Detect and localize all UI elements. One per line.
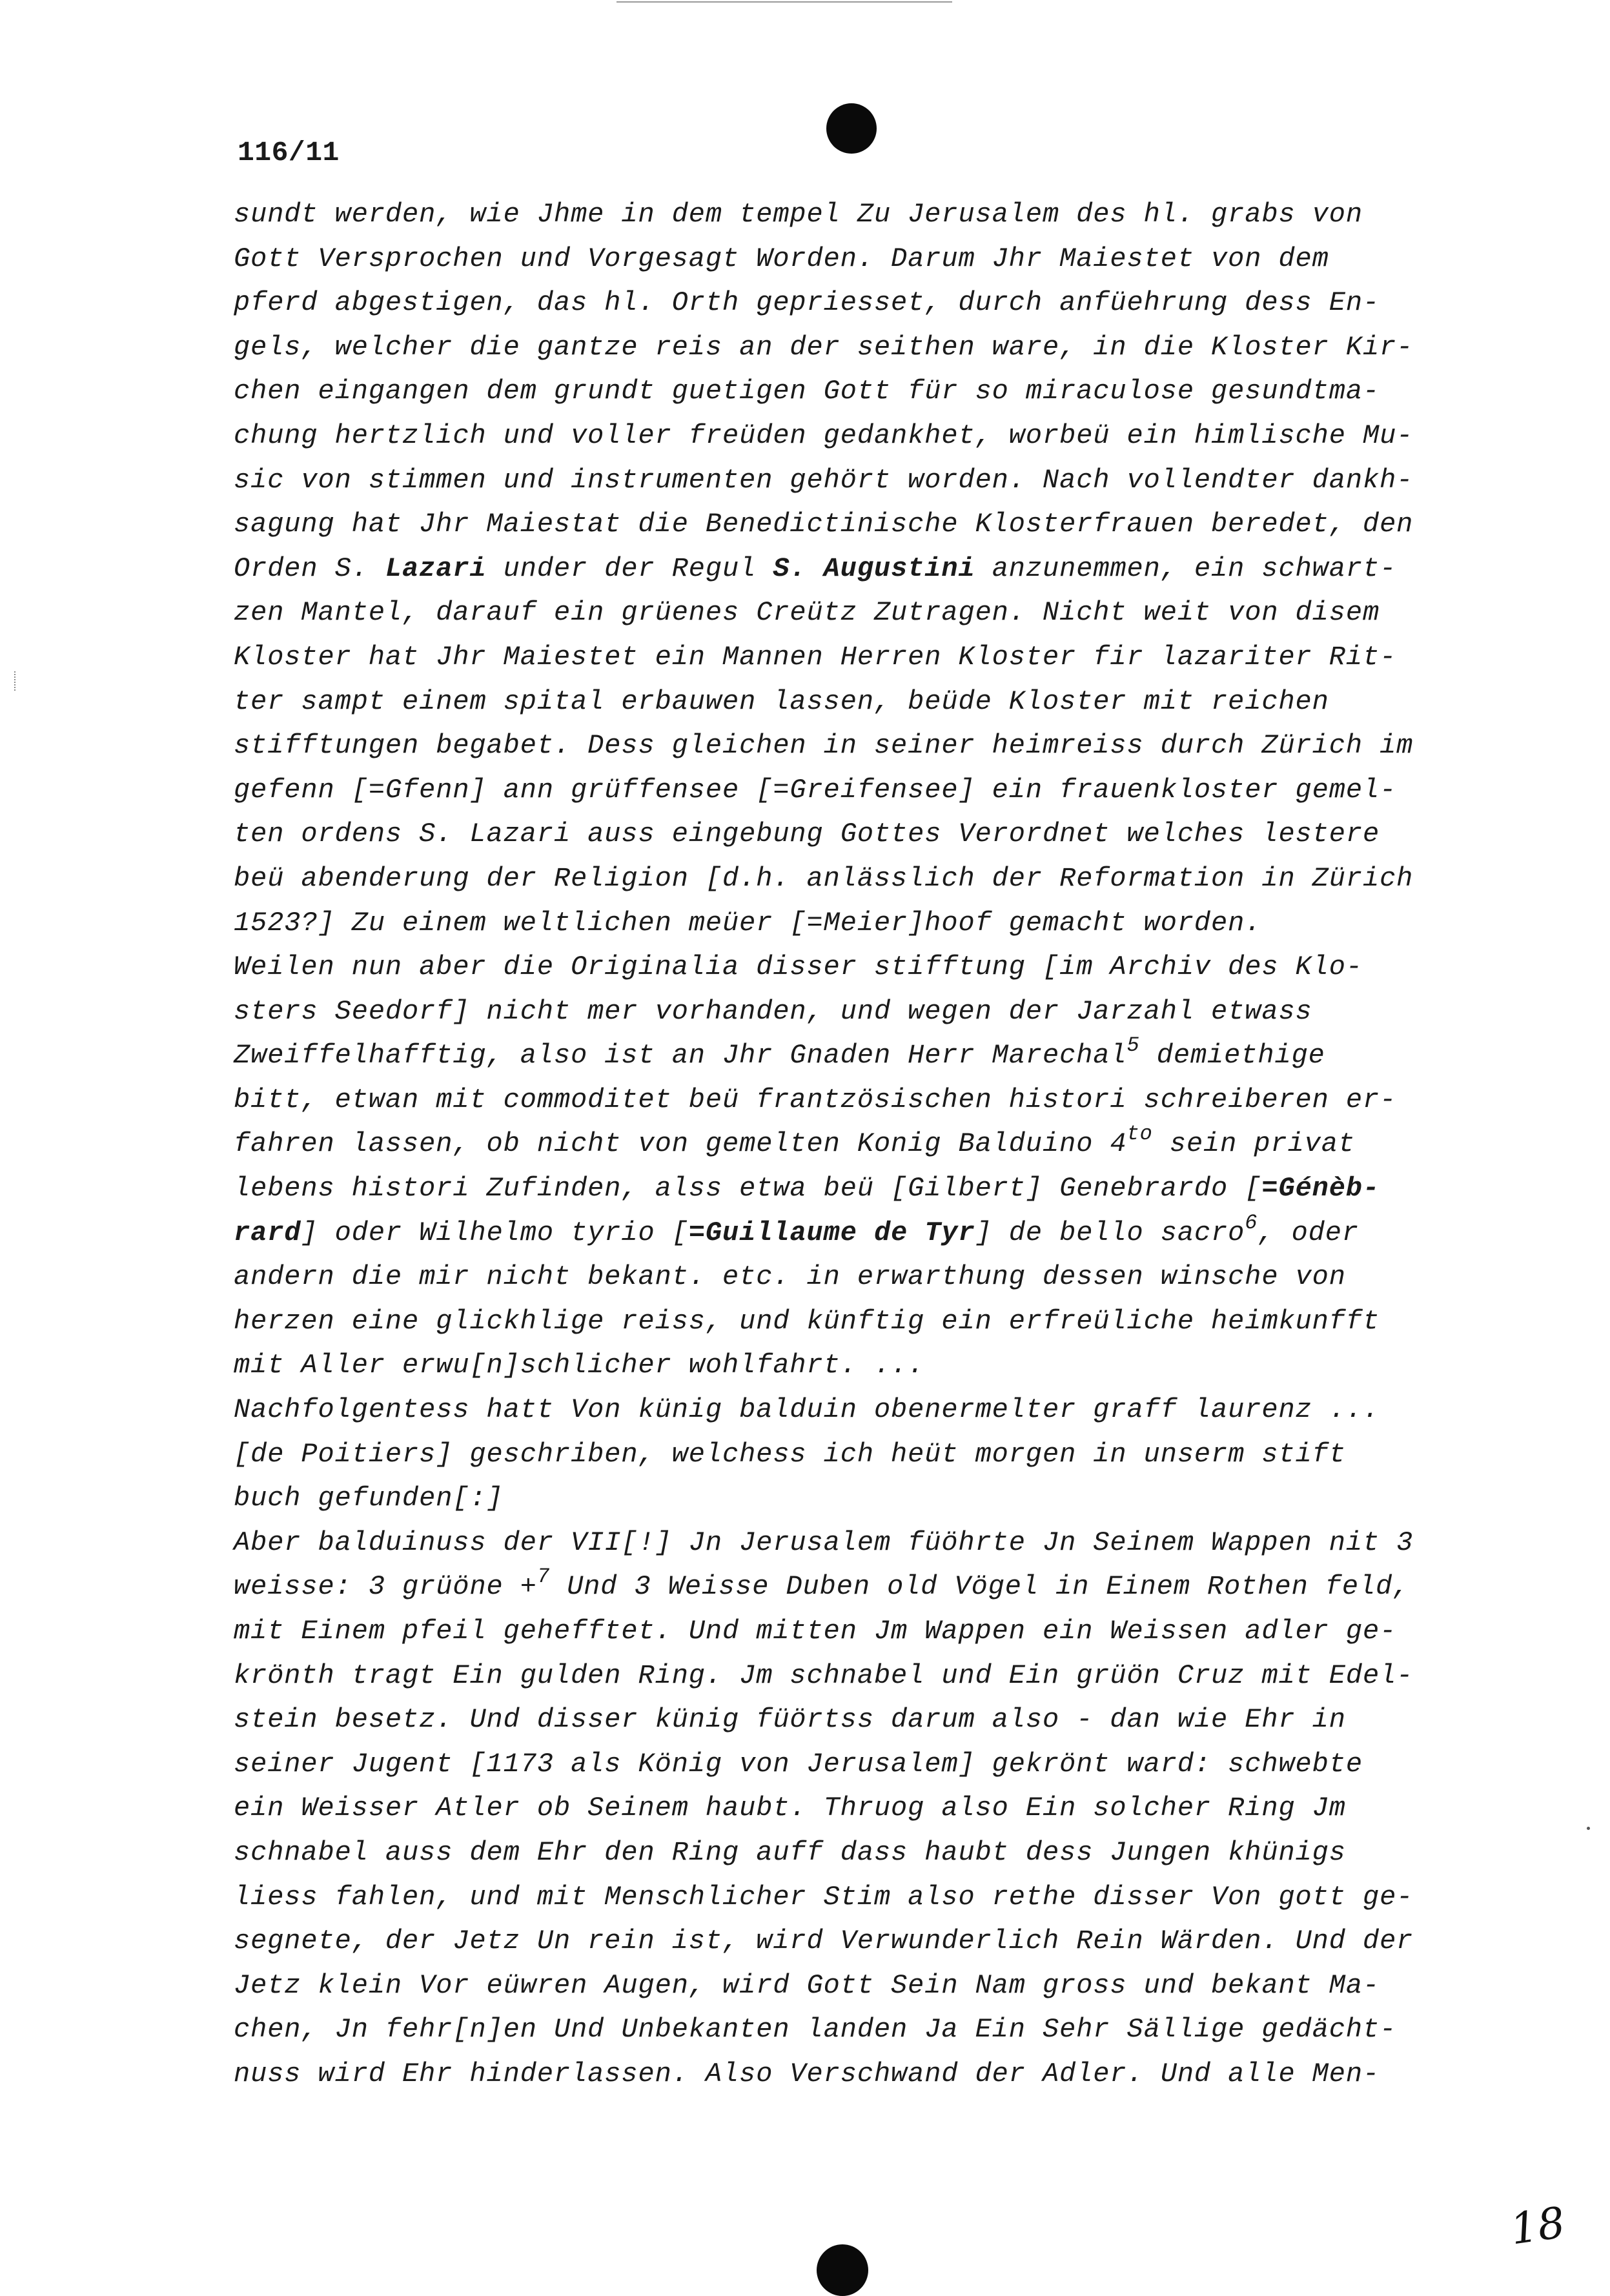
text-segment: nuss wird Ehr hinderlassen. Also Verschwand der Adler. Und alle Men- [234, 2058, 1380, 2089]
punch-hole-bottom [817, 2244, 868, 2296]
text-segment: rard [234, 1217, 301, 1248]
text-line [234, 1299, 1512, 1344]
text-line [234, 1654, 1512, 1698]
text-segment: herzen eine glickhlige reiss, und künftig ein erfreüliche heimkunfft [234, 1305, 1380, 1337]
text-segment: 1523?] Zu einem weltlichen meüer [=Meier]hoof gemacht worden. [234, 907, 1262, 939]
text-segment: segnete, der Jetz Un rein ist, wird Verwunderlich Rein Wärden. Und der [234, 1925, 1414, 1957]
text-line [234, 945, 1512, 990]
text-segment: stein besetz. Und disser künig füörtss darum also - dan wie Ehr in [234, 1704, 1346, 1736]
text-line [234, 812, 1512, 857]
text-line [234, 325, 1512, 370]
text-segment: mit Einem pfeil gehefftet. Und mitten Jm Wappen ein Weissen adler ge- [234, 1616, 1397, 1647]
text-line [234, 1122, 1512, 1166]
text-segment: weisse: 3 grüöne + [234, 1571, 537, 1603]
text-line [234, 990, 1512, 1034]
text-segment: andern die mir nicht bekant. etc. in erwarthung dessen winsche von [234, 1261, 1346, 1293]
footnote-marker: to [1126, 1122, 1153, 1146]
text-line [234, 1521, 1512, 1565]
text-line [234, 237, 1512, 281]
text-segment: krönth tragt Ein gulden Ring. Jm schnabel und Ein grüön Cruz mit Edel- [234, 1660, 1414, 1691]
text-segment: buch gefunden[:] [234, 1483, 504, 1514]
text-segment: beü abenderung der Religion [d.h. anlässlich der Reformation in Zürich [234, 862, 1414, 894]
text-segment: Orden S. [234, 553, 385, 584]
text-segment: sundt werden, wie Jhme in dem tempel Zu Jerusalem des hl. grabs von [234, 199, 1363, 230]
text-segment: chen eingangen dem grundt guetigen Gott für so miraculose gesundtma- [234, 376, 1380, 407]
text-segment: under der Regul [486, 553, 773, 584]
punch-hole-top [826, 103, 877, 154]
text-line [234, 192, 1512, 237]
text-line [234, 1078, 1512, 1123]
text-line [234, 1786, 1512, 1831]
text-line [234, 458, 1512, 503]
text-line [234, 1211, 1512, 1255]
text-segment: sters Seedorf] nicht mer vorhanden, und wegen der Jarzahl etwass [234, 995, 1312, 1027]
footnote-marker: 6 [1245, 1210, 1258, 1235]
text-line [234, 1875, 1512, 1920]
text-segment: Zweiffelhafftig, also ist an Jhr Gnaden Herr Marechal [234, 1040, 1127, 1072]
text-segment: demiethige [1139, 1040, 1325, 1072]
margin-mark [14, 671, 18, 691]
text-line [234, 1255, 1512, 1299]
text-line [234, 635, 1512, 680]
text-line [234, 2052, 1512, 2097]
text-segment: sic von stimmen und instrumenten gehört worden. Nach vollendter dankh- [234, 464, 1414, 496]
text-line [234, 1742, 1512, 1787]
text-segment: gels, welcher die gantze reis an der seithen ware, in die Kloster Kir- [234, 331, 1414, 363]
text-segment: Kloster hat Jhr Maiestet ein Mannen Herren Kloster fir lazariter Rit- [234, 641, 1397, 673]
text-line [234, 1166, 1512, 1211]
text-segment: Und 3 Weisse Duben old Vögel in Einem Rothen feld, [549, 1571, 1410, 1603]
text-segment: ten ordens S. Lazari auss eingebung Gottes Verordnet welches lestere [234, 818, 1380, 850]
text-line [234, 1698, 1512, 1742]
text-line [234, 1964, 1512, 2008]
text-line [234, 1919, 1512, 1964]
text-line [234, 1388, 1512, 1432]
text-line [234, 369, 1512, 414]
text-segment: sein privat [1152, 1128, 1355, 1160]
text-line [234, 281, 1512, 325]
text-segment: ter sampt einem spital erbauwen lassen, beüde Kloster mit reichen [234, 686, 1329, 717]
text-segment: stifftungen begabet. Dess gleichen in seiner heimreiss durch Zürich im [234, 730, 1414, 762]
text-segment: sagung hat Jhr Maiestat die Benedictinische Klosterfrauen beredet, den [234, 509, 1414, 540]
text-line [234, 414, 1512, 458]
text-segment: seiner Jugent [1173 als König von Jerusalem] gekrönt ward: schwebte [234, 1748, 1363, 1780]
text-line [234, 1831, 1512, 1875]
folio-number: 18 [1507, 2197, 1568, 2255]
text-line [234, 547, 1512, 591]
text-segment: [de Poitiers] geschriben, welchess ich heüt morgen in unserm stift [234, 1438, 1346, 1470]
text-line [234, 1565, 1512, 1609]
text-segment: fahren lassen, ob nicht von gemelten Konig Balduino 4 [234, 1128, 1127, 1160]
text-line [234, 724, 1512, 768]
text-line [234, 857, 1512, 901]
text-segment: ] oder Wilhelmo tyrio [ [301, 1217, 689, 1248]
text-segment: mit Aller erwu[n]schlicher wohlfahrt. ... [234, 1350, 925, 1381]
text-line [234, 768, 1512, 813]
text-segment: lebens histori Zufinden, alss etwa beü [Gilbert] Genebrardo [ [234, 1173, 1262, 1204]
text-segment: Gott Versprochen und Vorgesagt Worden. Darum Jhr Maiestet von dem [234, 243, 1329, 274]
text-segment: gefenn [=Gfenn] ann grüffensee [=Greifensee] ein frauenkloster gemel- [234, 774, 1397, 806]
footnote-marker: 7 [536, 1565, 550, 1589]
text-segment: Nachfolgentess hatt Von künig balduin obenermelter graff laurenz ... [234, 1394, 1380, 1426]
text-segment: zen Mantel, darauf ein grüenes Creütz Zutragen. Nicht weit von disem [234, 597, 1380, 629]
text-line [234, 680, 1512, 724]
transcription-body [234, 192, 1512, 2097]
text-segment: Aber balduinuss der VII[!] Jn Jerusalem füöhrte Jn Seinem Wappen nit 3 [234, 1527, 1414, 1558]
text-line [234, 1476, 1512, 1521]
text-line [234, 502, 1512, 547]
text-line [234, 2007, 1512, 2052]
text-segment: chung hertzlich und voller freüden gedankhet, worbeü ein himlische Mu- [234, 420, 1414, 451]
text-segment: anzunemmen, ein schwart- [975, 553, 1397, 584]
text-segment: ein Weisser Atler ob Seinem haubt. Thruog also Ein solcher Ring Jm [234, 1793, 1346, 1824]
text-line [234, 1609, 1512, 1654]
text-segment: =Guillaume de Tyr [688, 1217, 975, 1248]
footnote-marker: 5 [1126, 1033, 1140, 1058]
text-segment: ] de bello sacro [975, 1217, 1245, 1248]
text-segment: pferd abgestigen, das hl. Orth gepriesset, durch anfüehrung dess En- [234, 287, 1380, 319]
page-reference: 116/11 [238, 137, 340, 168]
text-line [234, 591, 1512, 635]
text-segment: liess fahlen, und mit Menschlicher Stim also rethe disser Von gott ge- [234, 1881, 1414, 1913]
text-line [234, 901, 1512, 946]
text-segment: schnabel auss dem Ehr den Ring auff dass haubt dess Jungen khünigs [234, 1836, 1346, 1868]
text-line [234, 1033, 1512, 1078]
text-segment: Lazari [385, 553, 487, 584]
text-segment: S. Augustini [773, 553, 975, 584]
text-segment: Weilen nun aber die Originalia disser stifftung [im Archiv des Klo- [234, 951, 1363, 983]
text-line [234, 1343, 1512, 1388]
text-segment: Jetz klein Vor eüwren Augen, wird Gott Sein Nam gross und bekant Ma- [234, 1969, 1380, 2001]
text-segment: , oder [1258, 1217, 1360, 1248]
text-line [234, 1432, 1512, 1477]
scan-speck [1587, 1827, 1590, 1830]
text-segment: bitt, etwan mit commoditet beü frantzösischen histori schreiberen er- [234, 1084, 1397, 1115]
text-segment: chen, Jn fehr[n]en Und Unbekanten landen Ja Ein Sehr Sällige gedächt- [234, 2014, 1397, 2046]
scan-edge-line [616, 1, 952, 3]
text-segment: =Génèb- [1261, 1173, 1380, 1204]
